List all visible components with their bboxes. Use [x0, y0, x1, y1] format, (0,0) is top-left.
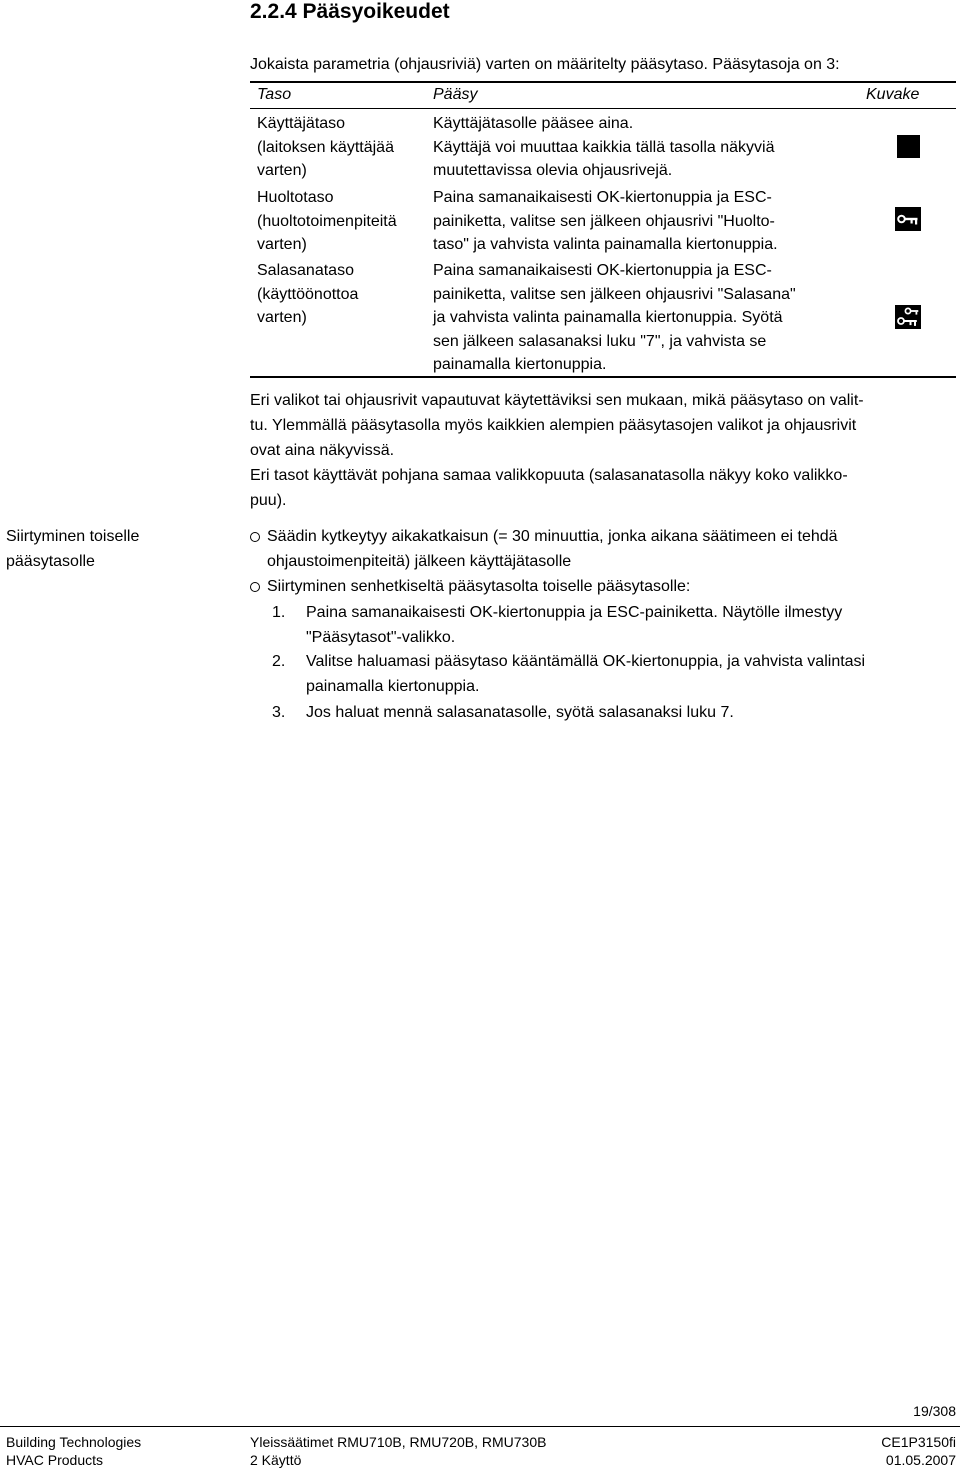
step-text: Valitse haluamasi pääsytaso kääntämällä OK-kiertonuppia, ja vahvista valintasi painamalla kiertonuppia. [306, 653, 866, 695]
key-icon [895, 207, 921, 231]
bullet-item-timeout: Säädin kytkeytyy aikakatkaisun (= 30 minuuttia, jonka aikana säätimeen ei tehdä ohjaustoimenpiteitä) jälkeen käyttäjätasolle [267, 528, 838, 570]
step-text: Paina samanaikaisesti OK-kiertonuppia ja ESC-painiketta. Näytölle ilmestyy "Pääsytasot"-valikko. [306, 604, 843, 646]
table-row-3-level: Salasanataso (käyttöönottoa varten) [257, 262, 359, 326]
step-number: 3. [272, 704, 286, 721]
footer-product: Yleissäätimet RMU710B, RMU720B, RMU730B [250, 1434, 547, 1450]
table-row-2-access: Paina samanaikaisesti OK-kiertonuppia ja ESC- painiketta, valitse sen jälkeen ohjausrivi "Huolto- taso" ja vahvista valinta painamalla kiertonuppia. [433, 189, 778, 253]
bullet-icon [250, 582, 260, 592]
table-top-rule [250, 81, 956, 83]
header-icon: Kuvake [866, 86, 920, 103]
section-title: 2.2.4 Pääsyoikeudet [250, 0, 450, 23]
table-row-1-access: Käyttäjätasolle pääsee aina. Käyttäjä voi muuttaa kaikkia tällä tasolla näkyviä muutettavissa olevia ohjausrivejä. [433, 115, 775, 179]
double-key-icon [895, 305, 921, 329]
page-number: 19/308 [913, 1403, 956, 1419]
table-bottom-rule [250, 376, 956, 378]
filled-square-icon [897, 135, 920, 158]
step-number: 1. [272, 604, 286, 621]
intro-text: Jokaista parametria (ohjausriviä) varten on määritelty pääsytaso. Pääsytasoja on 3: [250, 56, 840, 73]
footer-rule [0, 1426, 960, 1427]
footer-chapter: 2 Käyttö [250, 1452, 302, 1468]
table-row-2-level: Huoltotaso (huoltotoimenpiteitä varten) [257, 189, 397, 253]
step-text: Jos haluat mennä salasanatasolle, syötä salasanaksi luku 7. [306, 704, 734, 721]
footer-doc-id: CE1P3150fi [881, 1434, 956, 1450]
table-row-1-level: Käyttäjätaso (laitoksen käyttäjää varten) [257, 115, 394, 179]
footer-division: HVAC Products [6, 1452, 103, 1468]
paragraph-menu-tree: Eri tasot käyttävät pohjana samaa valikkopuuta (salasanatasolla näkyy koko valikko- puu). [250, 467, 848, 509]
step-number: 2. [272, 653, 286, 670]
footer-company: Building Technologies [6, 1434, 142, 1450]
bullet-item-switch: Siirtyminen senhetkiseltä pääsytasolta toiselle pääsytasolle: [267, 578, 691, 595]
paragraph-menus: Eri valikot tai ohjausrivit vapautuvat käytettäviksi sen mukaan, mikä pääsytaso on valit- tu. Ylemmällä pääsytasolla myös kaikkien alempien pääsytasojen valikot ja ohjausrivit ovat aina näkyvissä. [250, 392, 864, 459]
footer-date: 01.05.2007 [885, 1452, 956, 1468]
table-row-3-access: Paina samanaikaisesti OK-kiertonuppia ja ESC- painiketta, valitse sen jälkeen ohjausrivi "Salasana" ja vahvista valinta painamalla kiertonuppia. Syötä sen jälkeen salasanaksi luku "7", ja vahvista se painamalla kiertonuppia. [433, 262, 796, 373]
side-heading: Siirtyminen toiselle pääsytasolle [6, 528, 140, 570]
header-access: Pääsy [433, 86, 478, 103]
table-header-rule [250, 108, 956, 109]
bullet-icon [250, 532, 260, 542]
header-level: Taso [257, 86, 292, 103]
